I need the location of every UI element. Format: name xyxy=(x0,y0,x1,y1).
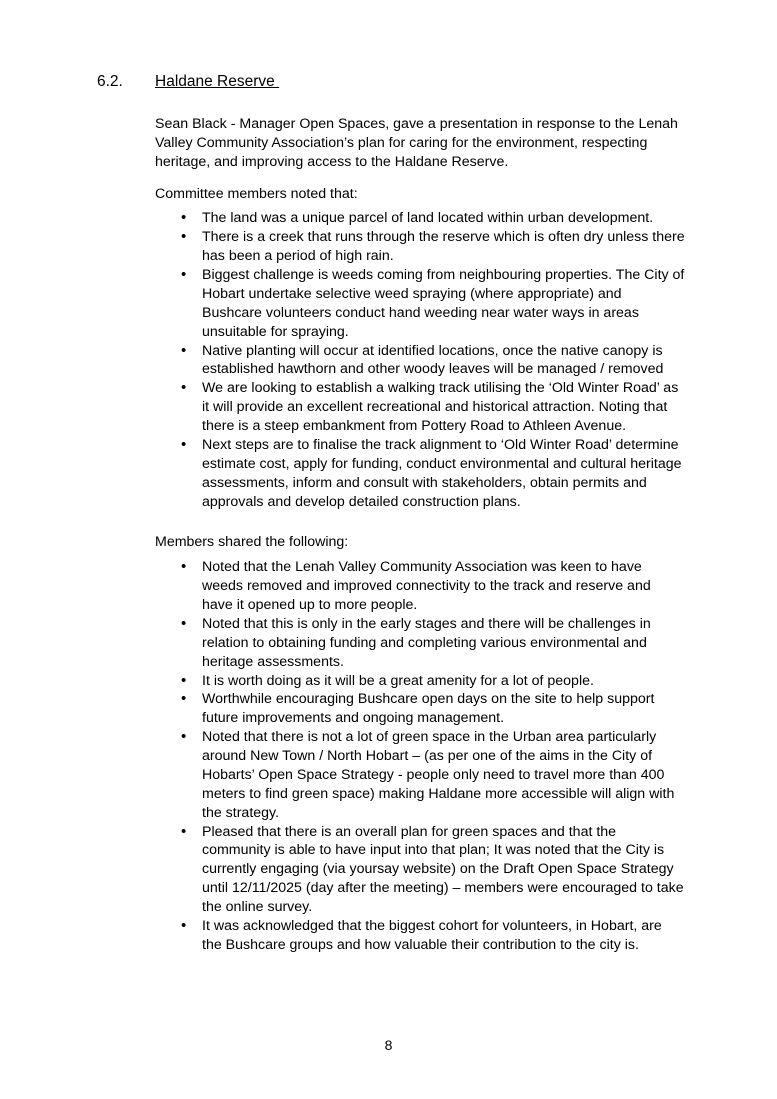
noted-list xyxy=(155,209,685,511)
list-item: • The land was a unique parcel of land located within urban development. xyxy=(155,209,685,228)
list-item: • Next steps are to finalise the track alignment to ‘Old Winter Road’ determine estimate cost, apply for funding, conduct environmental and cultural heritage assessments, inform and consult with stakeholders, obtain permits and approvals and develop detailed construction plans. xyxy=(155,436,685,512)
list-item: • Noted that the Lenah Valley Community Association was keen to have weeds removed and improved connectivity to the track and reserve and have it opened up to more people. xyxy=(155,558,685,615)
page-number: 8 xyxy=(384,1037,393,1053)
paragraph-spacer xyxy=(155,524,685,533)
list-item: • Worthwhile encouraging Bushcare open days on the site to help support future improvements and ongoing management. xyxy=(155,690,685,728)
page-title: Haldane Reserve xyxy=(155,73,280,90)
list-item: • Biggest challenge is weeds coming from neighbouring properties. The City of Hobart undertake selective weed spraying (where appropriate) and Bushcare volunteers conduct hand weeding near water ways in areas unsuitable for spraying. xyxy=(155,266,685,342)
section-body xyxy=(155,115,685,955)
list-item: • It is worth doing as it will be a great amenity for a lot of people. xyxy=(155,672,685,691)
section-heading xyxy=(97,72,705,93)
section-number: 6.2. xyxy=(97,73,123,90)
noted-lead: Committee members noted that: xyxy=(155,185,358,202)
list-item: • Noted that this is only in the early stages and there will be challenges in relation to obtaining funding and completing various environmental and heritage assessments. xyxy=(155,615,685,672)
list-item: • There is a creek that runs through the reserve which is often dry unless there has been a period of high rain. xyxy=(155,228,685,266)
list-item: • Pleased that there is an overall plan for green spaces and that the community is able to have input into that plan; It was noted that the City is currently engaging (via yoursay website) on the Draft Open Space Strategy until 12/11/2025 (day after the meeting) – members were encouraged to take the online survey. xyxy=(155,823,685,917)
list-item: • It was acknowledged that the biggest cohort for volunteers, in Hobart, are the Bushcare groups and how valuable their contribution to the city is. xyxy=(155,917,685,955)
shared-lead: Members shared the following: xyxy=(155,534,349,551)
list-item: • We are looking to establish a walking track utilising the ‘Old Winter Road’ as it will provide an excellent recreational and historical attraction. Noting that there is a steep embankment from Pottery Road to Athleen Avenue. xyxy=(155,379,685,436)
list-item: • Native planting will occur at identified locations, once the native canopy is established hawthorn and other woody leaves will be managed / removed xyxy=(155,342,685,380)
intro-paragraph: Sean Black - Manager Open Spaces, gave a presentation in response to the Lenah Valley Community Association’s plan for caring for the environment, respecting heritage, and improving access to the Haldane Reserve. xyxy=(155,115,678,170)
shared-list xyxy=(155,558,685,954)
list-item: • Noted that there is not a lot of green space in the Urban area particularly around New Town / North Hobart – (as per one of the aims in the City of Hobarts’ Open Space Strategy - people only need to travel more than 400 meters to find green space) making Haldane more accessible will align with the strategy. xyxy=(155,728,685,822)
